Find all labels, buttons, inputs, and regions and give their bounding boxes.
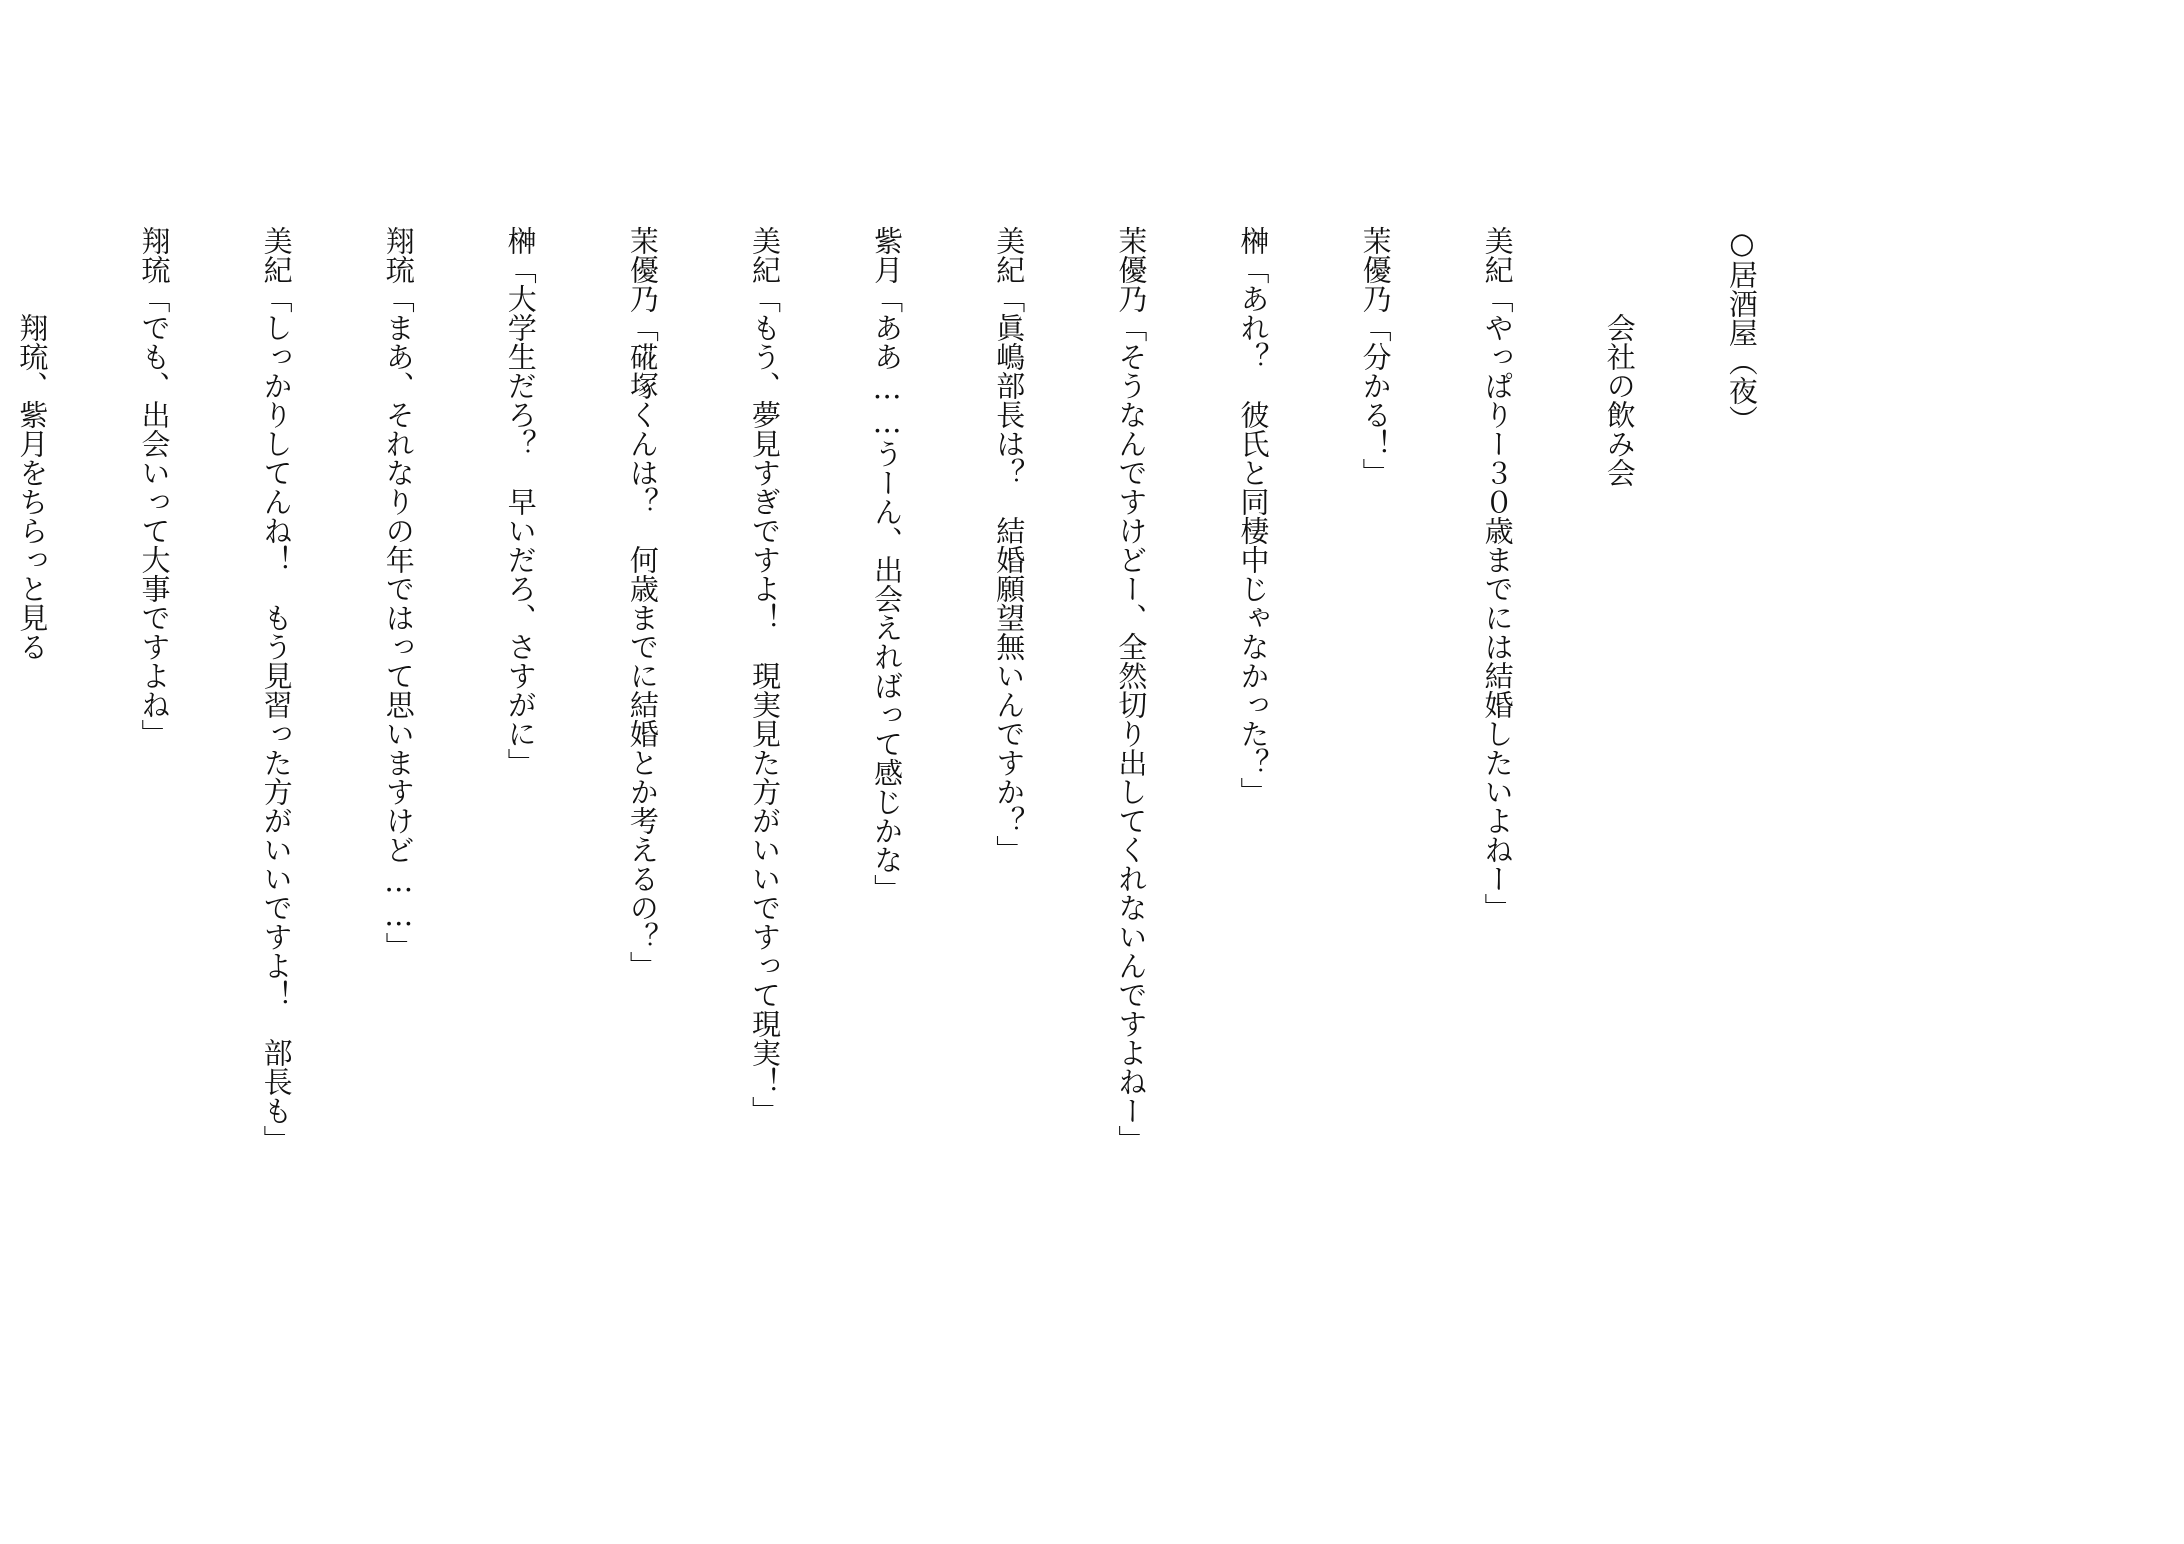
dialogue-line: 榊「あれ？ 彼氏と同棲中じゃなかった？」 — [1236, 226, 1271, 806]
stage-direction: 会社の飲み会 — [1602, 313, 1637, 487]
dialogue-line: 美紀「しっかりしてんね！ もう見習った方がいいですよ！ 部長も」 — [259, 226, 294, 1154]
dialogue-line: 榊「大学生だろ？ 早いだろ、さすがに」 — [503, 226, 538, 777]
dialogue-line: 翔琉「まあ、それなりの年ではって思いますけど……」 — [381, 226, 416, 961]
screenplay-text — [0, 226, 1884, 1276]
dialogue-line: 美紀「もう、夢見すぎですよ！ 現実見た方がいいですって現実！」 — [748, 226, 783, 1125]
dialogue-line: 美紀「眞嶋部長は？ 結婚願望無いんですか？」 — [992, 226, 1027, 864]
dialogue-line: 紫月「ああ……うーん、出会えればって感じかな」 — [870, 226, 905, 903]
dialogue-line: 茉優乃「分かる！」 — [1358, 226, 1393, 487]
scene-heading: ○居酒屋（夜） — [1724, 226, 1759, 434]
dialogue-line: 茉優乃「そうなんですけどー、全然切り出してくれないんですよねー」 — [1114, 226, 1149, 1154]
dialogue-line: 美紀「やっぱりー３０歳までには結婚したいよねー」 — [1480, 226, 1515, 922]
dialogue-line: 翔琉「でも、出会いって大事ですよね」 — [137, 226, 172, 748]
stage-direction: 翔琉、紫月をちらっと見る — [15, 313, 50, 661]
dialogue-line: 茉優乃「硴塚くんは？ 何歳までに結婚とか考えるの？」 — [625, 226, 660, 980]
